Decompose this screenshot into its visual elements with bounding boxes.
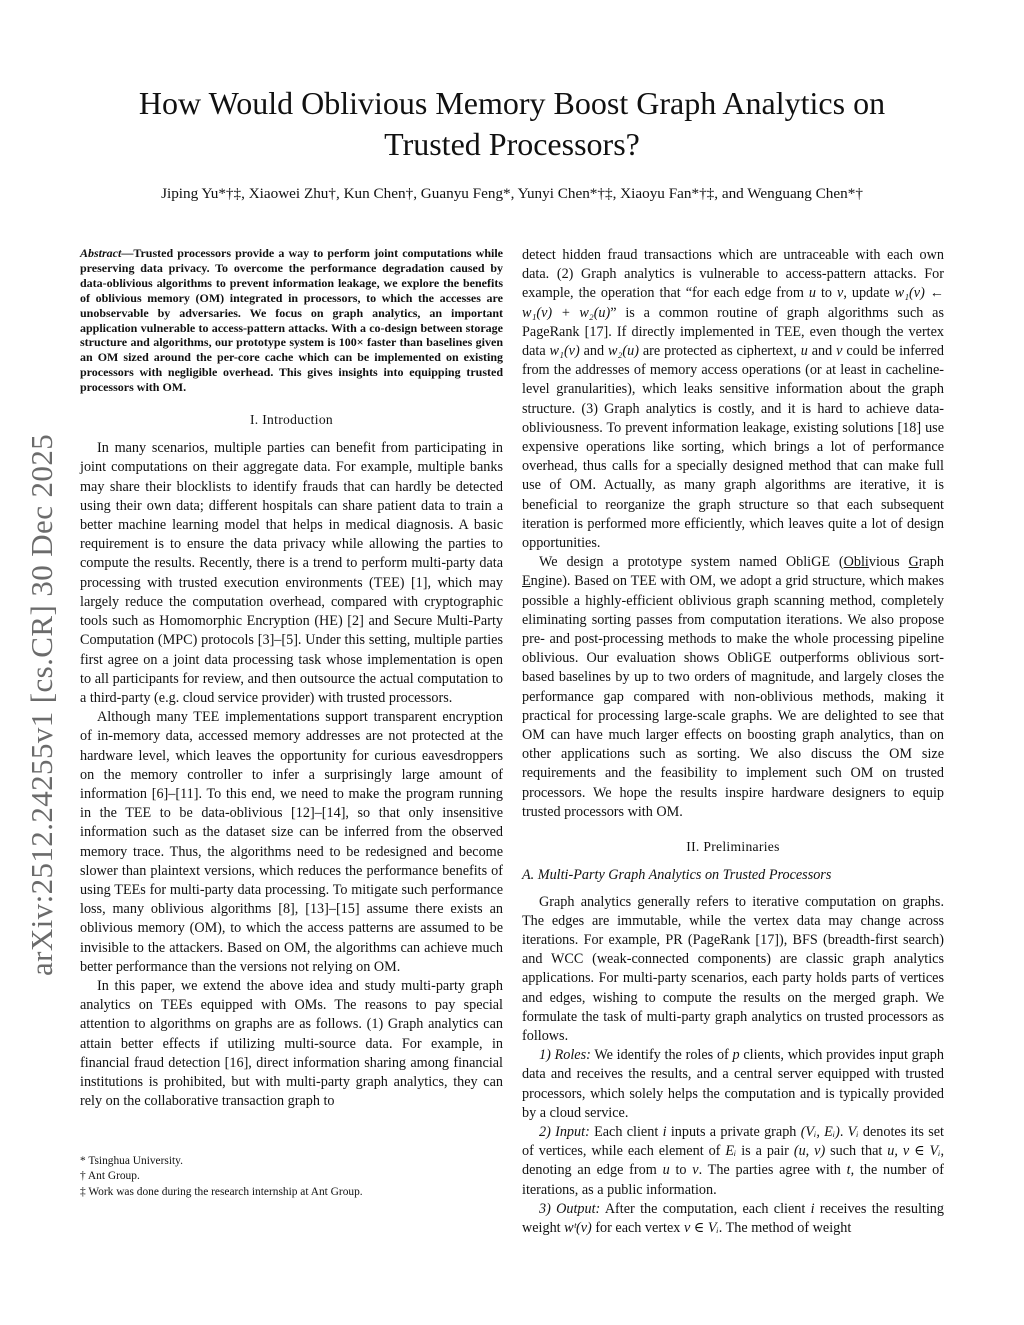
output-paragraph xyxy=(522,1200,944,1238)
math-expr: w₁(v) xyxy=(549,343,580,360)
paper-title: How Would Oblivious Memory Boost Graph Analytics on Trusted Processors? xyxy=(138,85,886,162)
math-var: i xyxy=(662,1123,667,1140)
text-run: inputs a private graph xyxy=(666,1123,801,1140)
text-run: raph xyxy=(918,554,944,571)
roles-paragraph xyxy=(522,1046,944,1123)
footnote-2: † Ant Group. xyxy=(80,1170,140,1183)
math-var: u xyxy=(808,285,816,302)
text-run: ” is a common routine of graph algorithms such as PageRank [17]. If directly implemented in TEE, even though the vertex data xyxy=(522,304,944,360)
math-var: v xyxy=(837,285,844,302)
text-run: , update xyxy=(843,285,895,302)
math-var: i xyxy=(810,1200,815,1217)
text-run: We design a prototype system named ObliGE ( xyxy=(539,554,844,571)
text-run: E xyxy=(522,573,531,590)
text-run: After the computation, each client xyxy=(600,1200,811,1217)
text-run: are protected as ciphertext, xyxy=(638,343,801,360)
text-run: such that xyxy=(825,1143,888,1160)
math-var: u xyxy=(800,343,808,360)
math-var: u xyxy=(662,1162,670,1179)
footnotes xyxy=(80,1154,503,1200)
text-run: could be inferred from the addresses of memory access operations (or at least in cacheline-level granularities), which leaks sensitive information about the graph structure. (3) Graph analytics is costly, and it is hard to achieve data-obliviousness. To prevent information leakage, existing solutions [18] use expensive operations like sorting, which brings a lot of performance overhead, thus calls for a specially designed method that can make full use of OM. Actually, as many graph algorithms are iterative, it is beneficial to reorganize the graph structure so that each subsequent iteration is performed more efficiently, which leaves quite a lot of design opportunities. xyxy=(522,343,944,552)
math-expr: (Vᵢ, Eᵢ) xyxy=(800,1123,840,1140)
math-var: p xyxy=(732,1047,740,1064)
text-run: . xyxy=(839,1123,848,1140)
math-expr: (u, v) xyxy=(793,1143,826,1160)
paragraph-label: 1) Roles: xyxy=(539,1047,591,1064)
text-run: is a pair xyxy=(736,1143,794,1160)
math-var: v xyxy=(836,343,843,360)
text-run: G xyxy=(908,554,919,571)
text-run: denotes its set of vertices, while each element of xyxy=(522,1123,944,1160)
right-column xyxy=(522,246,944,1238)
text-run: vious xyxy=(868,554,909,571)
text-run: Obli xyxy=(843,554,869,571)
text-run: to xyxy=(669,1162,693,1179)
text-run: ). Based on TEE with OM, we adopt a grid structure, which makes possible a highly-efficient oblivious graph scanning method, completely eliminating sorting passes from computation iterations. We also propose pre- and post-processing methods to make the whole processing pipeline oblivious. Our evaluation shows ObliGE outperforms oblivious sort-based baselines by up to two orders of magnitude, and largely closes the performance gap compared with non-oblivious methods, making it practical for processing large-scale graphs. We are delighted to see that OM can have much larger effects on boosting graph analytics, than on other applications such as sorting. We also discuss the OM size requirements and the feasibility to implement such OM on trusted processors. We hope the results inspire hardware designers to equip trusted processors with OM. xyxy=(522,573,944,820)
math-var: Vᵢ xyxy=(847,1123,859,1140)
math-var: t xyxy=(846,1162,851,1179)
abstract-text: —Trusted processors provide a way to perform joint computations while preserving data privacy. To overcome the performance degradation caused by data-oblivious algorithms to prevent information leakage, we explore the benefits of oblivious memory (OM) integrated in processors, to which the accesses are unobservable by adversaries. We focus on graph analytics, an important application vulnerable to access-pattern attacks. With a co-design between storage structure and algorithms, our prototype system is 100× faster than baselines given an OM sized around the per-core cache which can be implemented on existing processors with negligible overhead. This gives insights into equipping trusted processors with OM. xyxy=(80,246,503,395)
text-run: ngine xyxy=(530,573,563,590)
paragraph-label: 2) Input: xyxy=(539,1123,590,1140)
text-run: , denoting an edge from xyxy=(522,1143,944,1179)
intro-paragraph-3: In this paper, we extend the above idea and study multi-party graph analytics on TEEs equipped with OMs. The reasons to pay special attention to algorithms on graphs are as follows. (1) Graph analytics can attain better effects if utilizing multi-source data. For example, in financial fraud detection [16], direct information sharing among financial institutions is prohibited, but with multi-party graph analytics, they can rely on the collaborative transaction graph to xyxy=(80,977,503,1110)
text-run: receives the resulting weight xyxy=(522,1200,944,1236)
paragraph-label: 3) Output: xyxy=(539,1200,601,1217)
text-run: detect hidden fraud transactions which are untraceable with each own data. (2) Graph analytics is vulnerable to access-pattern attacks. For example, the operation that “for each edge from xyxy=(522,247,944,302)
footnote-3: ‡ Work was done during the research internship at Ant Group. xyxy=(80,1185,363,1198)
input-paragraph xyxy=(522,1123,944,1200)
text-run: for each vertex xyxy=(591,1219,684,1236)
text-run: . The method of weight xyxy=(718,1219,852,1236)
prelim-paragraph-1: Graph analytics generally refers to iterative computation on graphs. The edges are immutable, while the vertex data may change across iterations. For example, PR (PageRank [17]), BFS (breadth-first search) and WCC (weak-connected components) are classic graph analytics applications. For multi-party scenarios, each party holds parts of vertices and edges, wishing to compute the results on the merged graph. We formulate the task of multi-party graph analytics on trusted processors as follows. xyxy=(522,893,944,1044)
text-run: and xyxy=(579,343,609,360)
math-var: Eᵢ xyxy=(725,1143,737,1160)
intro-paragraph-2: Although many TEE implementations support transparent encryption of in-memory data, accessed memory addresses are not protected at the hardware level, which leaves the opportunity for curious eavesdroppers on the memory controller to infer a surprisingly large amount of information [6]–[11]. To this end, we need to make the program running in the TEE to be data-oblivious [12]–[14], so that only insensitive information such as the dataset size can be inferred from the observed memory trace. Thus, the algorithms need to be redesigned and become slower than plaintext versions, which reduces the performance benefits of using TEEs for multi-party data processing. To mitigate such performance loss, many oblivious algorithms [8], [13]–[15] assume there exists an oblivious memory (OM), to which the access patterns are assumed to be invisible to the attackers. Based on OM, the algorithms can achieve much better performance than the versions not relying on OM. xyxy=(80,709,503,975)
right-paragraph-1 xyxy=(522,246,944,553)
text-run: to xyxy=(815,285,837,302)
math-expr: w₂(u) xyxy=(608,343,639,360)
subsection-heading-a: A. Multi-Party Graph Analytics on Trusted Processors xyxy=(522,867,832,884)
abstract xyxy=(80,246,503,395)
math-expr: u, v ∈ Vᵢ xyxy=(887,1143,941,1160)
abstract-label: Abstract xyxy=(80,246,122,260)
section-heading-introduction: I. Introduction xyxy=(249,412,334,428)
text-run: We identify the roles of xyxy=(590,1047,733,1064)
text-run: Each client xyxy=(589,1123,663,1140)
text-run: clients, which provides input graph data and receives the results, and a central server equipped with trusted processors, which solely helps the computation and is typically provided by a cloud service. xyxy=(522,1047,944,1121)
math-expr: v ∈ Vᵢ xyxy=(683,1219,719,1236)
text-run: . The parties agree with xyxy=(698,1162,847,1179)
author-list: Jiping Yu*†‡, Xiaowei Zhu†, Kun Chen†, Guanyu Feng*, Yunyi Chen*†‡, Xiaoyu Fan*†‡, and Wenguang Chen*† xyxy=(161,185,863,202)
footnote-1: * Tsinghua University. xyxy=(80,1155,183,1167)
math-expr: w₁(v) ← w₁(v) + w₂(u) xyxy=(522,285,944,321)
arxiv-stamp: arXiv:2512.24255v1 [cs.CR] 30 Dec 2025 xyxy=(24,433,59,976)
right-paragraph-2 xyxy=(522,553,944,822)
intro-paragraph-1: In many scenarios, multiple parties can benefit from participating in joint computations on their aggregate data. For example, multiple banks may share their blocklists to identify frauds that can hardly be detected using their own data; different hospitals can share patient data to train a better machine learning model that helps in medical diagnosis. A basic requirement is to ensure the data privacy while allowing the parties to compute the results. Recently, there is a trend to perform multi-party data processing with trusted execution environments (TEE) [1], which may largely reduce the computation overhead, compared with cryptographic tools such as Homomorphic Encryption (HE) [2] and Secure Multi-Party Computation (MPC) protocols [3]–[5]. Under this setting, multiple parties first agree on a joint data processing task whose implementation is open to all participants for review, and then outsource the actual computation to a third-party (e.g. cloud service provider) with trusted processors. xyxy=(80,440,503,706)
text-run: and xyxy=(807,343,837,360)
math-expr: wᵗ(v) xyxy=(564,1219,592,1236)
math-var: v xyxy=(692,1162,699,1179)
section-heading-preliminaries: II. Preliminaries xyxy=(686,839,780,855)
text-run: , the number of iterations, as a public information. xyxy=(522,1162,944,1198)
left-column xyxy=(80,246,503,1111)
